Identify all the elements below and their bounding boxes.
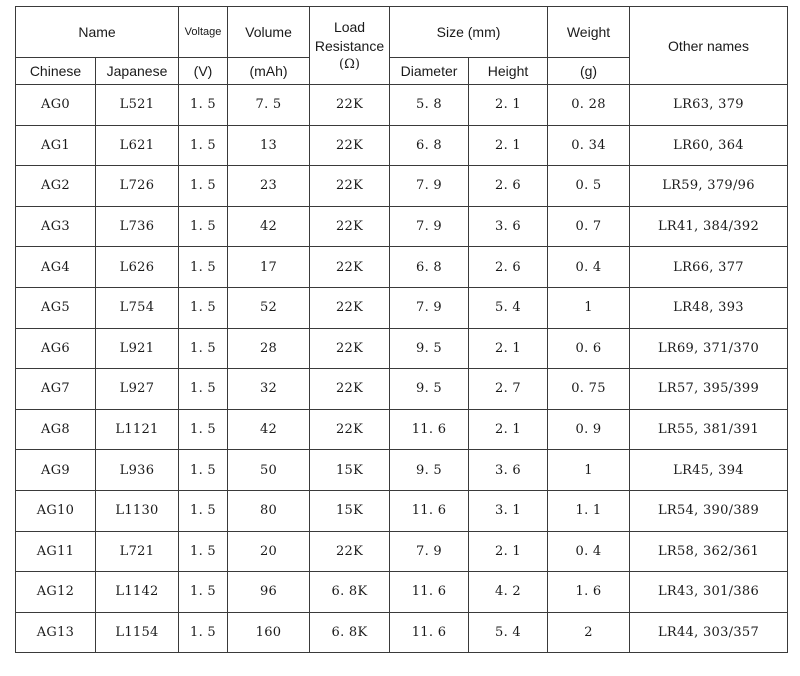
voltage-cell: 1. 5	[179, 287, 228, 328]
table-row	[16, 572, 788, 613]
header-load-line2: Resistance	[314, 37, 385, 54]
weight-cell: 0. 6	[548, 328, 630, 369]
voltage-cell: 1. 5	[179, 206, 228, 247]
height-cell: 2. 1	[469, 531, 548, 572]
japanese-code: L1121	[96, 409, 179, 450]
table-row	[16, 206, 788, 247]
header-name: Name	[16, 7, 179, 58]
load-resistance-cell: 22K	[310, 369, 390, 410]
table-row	[16, 166, 788, 207]
weight-cell: 0. 9	[548, 409, 630, 450]
weight-cell: 2	[548, 612, 630, 653]
other-names-cell: LR41, 384/392	[630, 206, 788, 247]
header-row-top	[16, 7, 788, 58]
japanese-code: L1154	[96, 612, 179, 653]
header-size: Size (mm)	[390, 7, 548, 58]
volume-cell: 17	[228, 247, 310, 288]
height-cell: 3. 6	[469, 206, 548, 247]
height-cell: 5. 4	[469, 287, 548, 328]
other-names-cell: LR54, 390/389	[630, 490, 788, 531]
weight-cell: 0. 28	[548, 85, 630, 126]
load-resistance-cell: 22K	[310, 85, 390, 126]
volume-cell: 160	[228, 612, 310, 653]
weight-cell: 1. 1	[548, 490, 630, 531]
japanese-code: L621	[96, 125, 179, 166]
diameter-cell: 9. 5	[390, 369, 469, 410]
diameter-cell: 11. 6	[390, 572, 469, 613]
table-row	[16, 125, 788, 166]
volume-cell: 80	[228, 490, 310, 531]
header-voltage: Voltage	[179, 7, 228, 58]
header-other-names: Other names	[630, 7, 788, 85]
diameter-cell: 7. 9	[390, 531, 469, 572]
load-resistance-cell: 22K	[310, 531, 390, 572]
header-weight: Weight	[548, 7, 630, 58]
volume-cell: 7. 5	[228, 85, 310, 126]
volume-cell: 13	[228, 125, 310, 166]
volume-cell: 32	[228, 369, 310, 410]
table-row	[16, 450, 788, 491]
header-weight-unit: (g)	[548, 58, 630, 85]
weight-cell: 0. 7	[548, 206, 630, 247]
header-load-resistance	[310, 7, 390, 85]
height-cell: 5. 4	[469, 612, 548, 653]
japanese-code: L521	[96, 85, 179, 126]
chinese-code: AG6	[16, 328, 96, 369]
other-names-cell: LR58, 362/361	[630, 531, 788, 572]
height-cell: 2. 1	[469, 125, 548, 166]
diameter-cell: 9. 5	[390, 450, 469, 491]
table-row	[16, 612, 788, 653]
diameter-cell: 11. 6	[390, 490, 469, 531]
chinese-code: AG5	[16, 287, 96, 328]
header-load-line1: Load	[333, 18, 366, 35]
load-resistance-cell: 22K	[310, 166, 390, 207]
volume-cell: 52	[228, 287, 310, 328]
height-cell: 2. 1	[469, 328, 548, 369]
volume-cell: 20	[228, 531, 310, 572]
voltage-cell: 1. 5	[179, 125, 228, 166]
table-row	[16, 490, 788, 531]
volume-cell: 96	[228, 572, 310, 613]
weight-cell: 0. 75	[548, 369, 630, 410]
height-cell: 2. 7	[469, 369, 548, 410]
chinese-code: AG12	[16, 572, 96, 613]
other-names-cell: LR69, 371/370	[630, 328, 788, 369]
other-names-cell: LR45, 394	[630, 450, 788, 491]
japanese-code: L1130	[96, 490, 179, 531]
other-names-cell: LR48, 393	[630, 287, 788, 328]
load-resistance-cell: 6. 8K	[310, 612, 390, 653]
diameter-cell: 11. 6	[390, 409, 469, 450]
height-cell: 2. 1	[469, 85, 548, 126]
height-cell: 4. 2	[469, 572, 548, 613]
chinese-code: AG11	[16, 531, 96, 572]
header-chinese: Chinese	[16, 58, 96, 85]
japanese-code: L936	[96, 450, 179, 491]
chinese-code: AG7	[16, 369, 96, 410]
header-diameter: Diameter	[390, 58, 469, 85]
load-resistance-cell: 6. 8K	[310, 572, 390, 613]
load-resistance-cell: 15K	[310, 450, 390, 491]
japanese-code: L927	[96, 369, 179, 410]
diameter-cell: 6. 8	[390, 125, 469, 166]
load-resistance-cell: 22K	[310, 328, 390, 369]
weight-cell: 0. 5	[548, 166, 630, 207]
weight-cell: 0. 34	[548, 125, 630, 166]
height-cell: 3. 6	[469, 450, 548, 491]
chinese-code: AG13	[16, 612, 96, 653]
load-resistance-cell: 22K	[310, 125, 390, 166]
other-names-cell: LR57, 395/399	[630, 369, 788, 410]
header-voltage-unit: (V)	[179, 58, 228, 85]
japanese-code: L754	[96, 287, 179, 328]
other-names-cell: LR55, 381/391	[630, 409, 788, 450]
volume-cell: 42	[228, 206, 310, 247]
voltage-cell: 1. 5	[179, 369, 228, 410]
table-row	[16, 287, 788, 328]
weight-cell: 1	[548, 287, 630, 328]
other-names-cell: LR66, 377	[630, 247, 788, 288]
load-resistance-cell: 22K	[310, 206, 390, 247]
weight-cell: 0. 4	[548, 247, 630, 288]
chinese-code: AG10	[16, 490, 96, 531]
other-names-cell: LR43, 301/386	[630, 572, 788, 613]
table-body	[16, 85, 788, 653]
load-resistance-cell: 22K	[310, 287, 390, 328]
diameter-cell: 9. 5	[390, 328, 469, 369]
chinese-code: AG4	[16, 247, 96, 288]
voltage-cell: 1. 5	[179, 409, 228, 450]
chinese-code: AG9	[16, 450, 96, 491]
header-japanese: Japanese	[96, 58, 179, 85]
weight-cell: 0. 4	[548, 531, 630, 572]
load-resistance-cell: 22K	[310, 247, 390, 288]
height-cell: 3. 1	[469, 490, 548, 531]
diameter-cell: 5. 8	[390, 85, 469, 126]
diameter-cell: 7. 9	[390, 287, 469, 328]
chinese-code: AG0	[16, 85, 96, 126]
diameter-cell: 7. 9	[390, 206, 469, 247]
table-row	[16, 409, 788, 450]
chinese-code: AG3	[16, 206, 96, 247]
voltage-cell: 1. 5	[179, 490, 228, 531]
other-names-cell: LR59, 379/96	[630, 166, 788, 207]
japanese-code: L721	[96, 531, 179, 572]
diameter-cell: 7. 9	[390, 166, 469, 207]
japanese-code: L921	[96, 328, 179, 369]
table-row	[16, 85, 788, 126]
chinese-code: AG2	[16, 166, 96, 207]
voltage-cell: 1. 5	[179, 572, 228, 613]
chinese-code: AG1	[16, 125, 96, 166]
weight-cell: 1	[548, 450, 630, 491]
height-cell: 2. 6	[469, 247, 548, 288]
chinese-code: AG8	[16, 409, 96, 450]
height-cell: 2. 6	[469, 166, 548, 207]
table-row	[16, 328, 788, 369]
japanese-code: L736	[96, 206, 179, 247]
voltage-cell: 1. 5	[179, 450, 228, 491]
table-row	[16, 531, 788, 572]
voltage-cell: 1. 5	[179, 328, 228, 369]
diameter-cell: 6. 8	[390, 247, 469, 288]
volume-cell: 28	[228, 328, 310, 369]
other-names-cell: LR44, 303/357	[630, 612, 788, 653]
japanese-code: L626	[96, 247, 179, 288]
table-row	[16, 247, 788, 288]
volume-cell: 50	[228, 450, 310, 491]
volume-cell: 42	[228, 409, 310, 450]
japanese-code: L1142	[96, 572, 179, 613]
voltage-cell: 1. 5	[179, 166, 228, 207]
japanese-code: L726	[96, 166, 179, 207]
volume-cell: 23	[228, 166, 310, 207]
header-height: Height	[469, 58, 548, 85]
voltage-cell: 1. 5	[179, 531, 228, 572]
other-names-cell: LR60, 364	[630, 125, 788, 166]
battery-spec-table	[15, 6, 788, 653]
voltage-cell: 1. 5	[179, 85, 228, 126]
diameter-cell: 11. 6	[390, 612, 469, 653]
voltage-cell: 1. 5	[179, 247, 228, 288]
weight-cell: 1. 6	[548, 572, 630, 613]
header-volume-unit: (mAh)	[228, 58, 310, 85]
header-volume: Volume	[228, 7, 310, 58]
other-names-cell: LR63, 379	[630, 85, 788, 126]
load-resistance-cell: 22K	[310, 409, 390, 450]
table-row	[16, 369, 788, 410]
voltage-cell: 1. 5	[179, 612, 228, 653]
height-cell: 2. 1	[469, 409, 548, 450]
header-load-unit: (Ω)	[339, 56, 360, 72]
load-resistance-cell: 15K	[310, 490, 390, 531]
